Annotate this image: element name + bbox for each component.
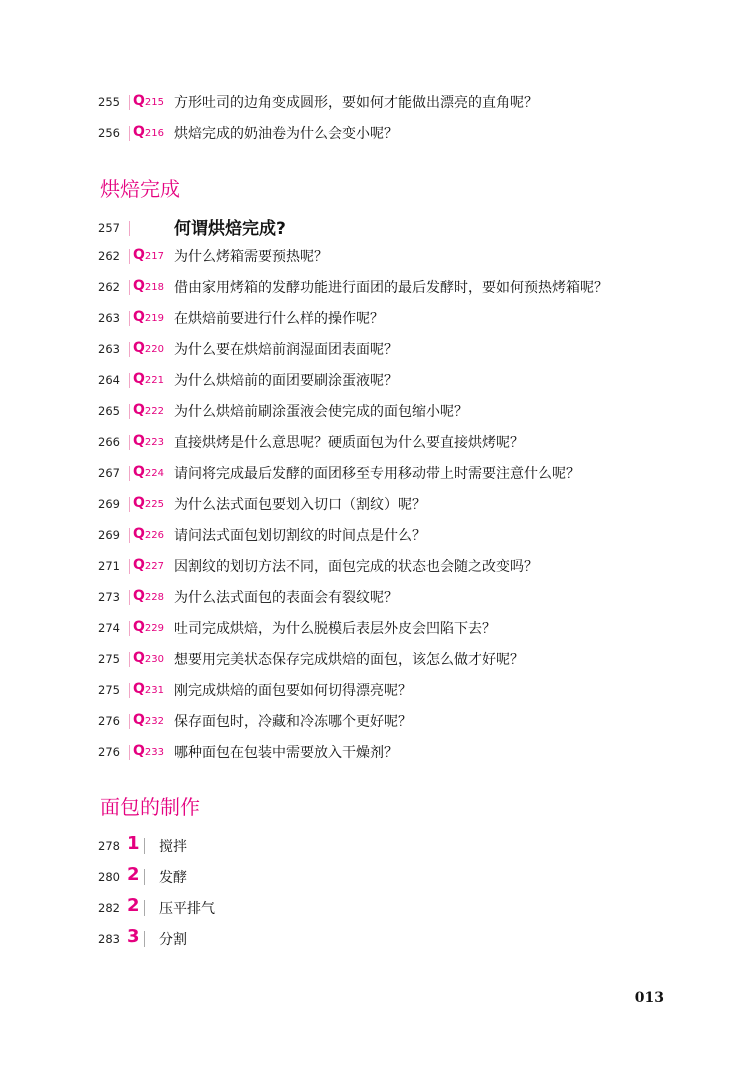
question-label: Q220 xyxy=(133,340,164,356)
chapter-number: 3 xyxy=(127,926,140,947)
entry-title: 借由家用烤箱的发酵功能进行面团的最后发酵时，要如何预热烤箱呢？ xyxy=(174,280,608,296)
page-ref: 265 xyxy=(98,404,120,418)
question-label: Q232 xyxy=(133,712,164,728)
page-ref: 269 xyxy=(98,497,120,511)
toc-entry[interactable] xyxy=(0,368,750,394)
toc-entry[interactable] xyxy=(0,492,750,518)
question-label: Q216 xyxy=(133,124,164,140)
separator xyxy=(129,95,130,110)
entry-title: 想要用完美状态保存完成烘焙的面包，该怎么做才好呢？ xyxy=(174,652,524,668)
page-ref: 256 xyxy=(98,126,120,140)
separator xyxy=(129,559,130,574)
separator xyxy=(144,900,145,916)
toc-entry[interactable] xyxy=(0,275,750,301)
page-ref: 282 xyxy=(98,901,120,915)
page-ref: 263 xyxy=(98,342,120,356)
page-ref: 276 xyxy=(98,714,120,728)
toc-entry[interactable] xyxy=(0,740,750,766)
toc-entry[interactable] xyxy=(0,678,750,704)
question-label: Q224 xyxy=(133,464,164,480)
section-title: 面包的制作 xyxy=(100,795,200,819)
question-label: Q223 xyxy=(133,433,164,449)
entry-title: 请问将完成最后发酵的面团移至专用移动带上时需要注意什么呢？ xyxy=(174,466,580,482)
page-ref: 262 xyxy=(98,280,120,294)
toc-entry[interactable] xyxy=(0,865,750,891)
question-label: Q219 xyxy=(133,309,164,325)
separator xyxy=(129,621,130,636)
entry-title: 吐司完成烘焙，为什么脱模后表层外皮会凹陷下去？ xyxy=(174,621,496,637)
entry-title: 分割 xyxy=(159,932,187,948)
toc-entry[interactable] xyxy=(0,896,750,922)
page-number: 013 xyxy=(634,990,664,1006)
separator xyxy=(129,404,130,419)
separator xyxy=(144,931,145,947)
page-ref: 278 xyxy=(98,839,120,853)
separator xyxy=(129,466,130,481)
toc-entry[interactable] xyxy=(0,523,750,549)
chapter-number: 2 xyxy=(127,864,140,885)
question-label: Q228 xyxy=(133,588,164,604)
page-ref: 273 xyxy=(98,590,120,604)
entry-title: 何谓烘焙完成? xyxy=(174,219,286,239)
toc-entry[interactable] xyxy=(0,306,750,332)
entry-title: 请问法式面包划切割纹的时间点是什么？ xyxy=(174,528,426,544)
entry-title: 为什么要在烘焙前润湿面团表面呢？ xyxy=(174,342,398,358)
entry-title: 压平排气 xyxy=(159,901,215,917)
separator xyxy=(129,280,130,295)
separator xyxy=(129,311,130,326)
question-label: Q231 xyxy=(133,681,164,697)
entry-title: 发酵 xyxy=(159,870,187,886)
page-ref: 276 xyxy=(98,745,120,759)
toc-entry[interactable] xyxy=(0,461,750,487)
toc-entry[interactable] xyxy=(0,430,750,456)
entry-title: 在烘焙前要进行什么样的操作呢？ xyxy=(174,311,384,327)
separator xyxy=(129,373,130,388)
page-ref: 269 xyxy=(98,528,120,542)
question-label: Q226 xyxy=(133,526,164,542)
question-label: Q230 xyxy=(133,650,164,666)
separator xyxy=(144,838,145,854)
separator xyxy=(129,652,130,667)
separator xyxy=(129,714,130,729)
question-label: Q221 xyxy=(133,371,164,387)
separator xyxy=(129,497,130,512)
separator xyxy=(129,342,130,357)
page-ref: 266 xyxy=(98,435,120,449)
page-ref: 264 xyxy=(98,373,120,387)
separator xyxy=(129,528,130,543)
entry-title: 方形吐司的边角变成圆形，要如何才能做出漂亮的直角呢？ xyxy=(174,95,538,111)
separator xyxy=(129,590,130,605)
page-ref: 262 xyxy=(98,249,120,263)
page-ref: 274 xyxy=(98,621,120,635)
entry-title: 为什么法式面包的表面会有裂纹呢？ xyxy=(174,590,398,606)
separator xyxy=(129,435,130,450)
question-label: Q222 xyxy=(133,402,164,418)
question-label: Q218 xyxy=(133,278,164,294)
page-ref: 255 xyxy=(98,95,120,109)
entry-title: 搅拌 xyxy=(159,839,187,855)
entry-title: 直接烘烤是什么意思呢？硬质面包为什么要直接烘烤呢？ xyxy=(174,435,524,451)
separator xyxy=(129,221,130,236)
toc-entry[interactable] xyxy=(0,616,750,642)
separator xyxy=(129,126,130,141)
page-ref: 280 xyxy=(98,870,120,884)
toc-entry[interactable] xyxy=(0,121,750,147)
question-label: Q233 xyxy=(133,743,164,759)
entry-title: 为什么烘焙前的面团要刷涂蛋液呢？ xyxy=(174,373,398,389)
question-label: Q227 xyxy=(133,557,164,573)
separator xyxy=(144,869,145,885)
toc-entry[interactable] xyxy=(0,709,750,735)
toc-entry[interactable] xyxy=(0,90,750,116)
question-label: Q225 xyxy=(133,495,164,511)
toc-entry[interactable] xyxy=(0,834,750,860)
toc-entry[interactable] xyxy=(0,927,750,953)
entry-title: 哪种面包在包装中需要放入干燥剂？ xyxy=(174,745,398,761)
separator xyxy=(129,249,130,264)
toc-entry[interactable] xyxy=(0,554,750,580)
page-ref: 271 xyxy=(98,559,120,573)
toc-entry[interactable] xyxy=(0,585,750,611)
page-ref: 263 xyxy=(98,311,120,325)
question-label: Q217 xyxy=(133,247,164,263)
toc-entry[interactable] xyxy=(0,244,750,270)
entry-title: 保存面包时，冷藏和冷冻哪个更好呢？ xyxy=(174,714,412,730)
entry-title: 因割纹的划切方法不同，面包完成的状态也会随之改变吗？ xyxy=(174,559,538,575)
section-title: 烘焙完成 xyxy=(100,177,180,201)
entry-title: 为什么法式面包要划入切口（割纹）呢？ xyxy=(174,497,426,513)
chapter-number: 2 xyxy=(127,895,140,916)
separator xyxy=(129,745,130,760)
page-ref: 283 xyxy=(98,932,120,946)
page-ref: 267 xyxy=(98,466,120,480)
page-ref: 275 xyxy=(98,652,120,666)
toc-entry[interactable] xyxy=(0,399,750,425)
entry-title: 刚完成烘焙的面包要如何切得漂亮呢？ xyxy=(174,683,412,699)
page-ref: 257 xyxy=(98,221,120,235)
separator xyxy=(129,683,130,698)
entry-title: 烘焙完成的奶油卷为什么会变小呢？ xyxy=(174,126,398,142)
question-label: Q215 xyxy=(133,93,164,109)
entry-title: 为什么烤箱需要预热呢？ xyxy=(174,249,328,265)
page-ref: 275 xyxy=(98,683,120,697)
entry-title: 为什么烘焙前刷涂蛋液会使完成的面包缩小呢？ xyxy=(174,404,468,420)
toc-entry[interactable] xyxy=(0,647,750,673)
chapter-number: 1 xyxy=(127,833,140,854)
question-label: Q229 xyxy=(133,619,164,635)
toc-entry-intro[interactable] xyxy=(0,216,750,242)
toc-entry[interactable] xyxy=(0,337,750,363)
